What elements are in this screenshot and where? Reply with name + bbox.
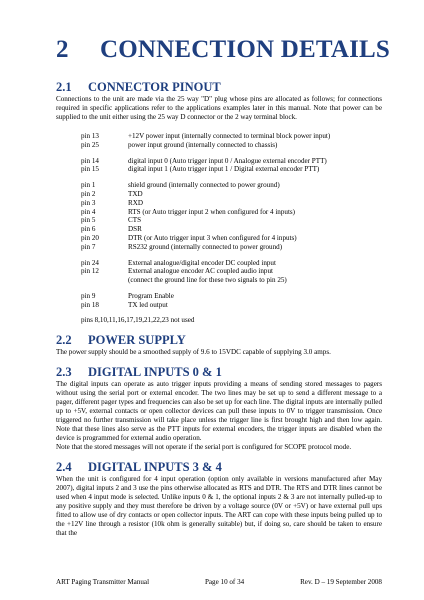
pin-group-gap [56,150,382,157]
pin-description: DTR (or Auto trigger input 3 when configured for 4 inputs) [128,233,297,242]
pin-row [56,276,382,285]
pin-row [56,181,382,190]
pin-description: RXD [128,198,143,207]
unused-pins-row [56,316,382,325]
pin-row [56,234,382,243]
pin-number: pin 4 [81,207,96,216]
chapter-title: CONNECTION DETAILS [100,36,391,63]
pin-description: TX led output [128,300,168,309]
pin-row [56,259,382,268]
pin-number: pin 9 [81,291,96,300]
pin-number: pin 2 [81,189,96,198]
pin-row [56,225,382,234]
pin-row [56,132,382,141]
pin-description: RTS (or Auto trigger input 2 when configured for 4 inputs) [128,207,296,216]
pin-number: pin 25 [81,140,99,149]
pin-table [56,132,382,310]
pin-description: CTS [128,216,142,225]
pin-row [56,243,382,252]
section-number: 2.1 [56,80,72,94]
digital-inputs-3-4-text: When the unit is configured for 4 input operation (option only available in versions manufactured after May 2007), digital inputs 2 and 3 use the pins otherwise allocated as RTS and DTR. The RTS and DTR lines cannot be used when 4 input mode is selected. Unlike inputs 0 & 1, the optional inputs 2 & 3 are not internally pulled-up to any positive supply and they must therefore be driven by a voltage source (0V or +5V) or have external pull ups fitted to allow use of dry contacts or open collector inputs. The ART can cope with these inputs being pulled up to the +12V line through a resistor (10k ohm is generally suitable) but, if doing so, care should be taken to ensure that the [56,475,382,538]
pin-number: pin 15 [81,165,99,174]
chapter-number: 2 [56,36,69,63]
unused-pins-text: pins 8,10,11,16,17,19,21,22,23 not used [81,315,195,324]
pin-number: pin 12 [81,267,99,276]
pin-description: External analogue/digital encoder DC coupled input [128,258,276,267]
pin-row [56,141,382,150]
pin-description: shield ground (internally connected to power ground) [128,181,280,190]
pin-group-gap [56,174,382,181]
pin-number: pin 7 [81,242,96,251]
pin-number: pin 14 [81,156,99,165]
pin-number: pin 20 [81,233,99,242]
footer-revision: Rev. D – 19 September 2008 [300,578,382,586]
pin-row [56,216,382,225]
section-title: POWER SUPPLY [88,333,186,348]
pin-row [56,190,382,199]
pin-description: Program Enable [128,291,174,300]
pin-description: External analogue encoder AC coupled audio input [128,267,273,276]
pin-row [56,267,382,276]
pin-description: +12V power input (internally connected to terminal block power input) [128,132,331,140]
section-title: DIGITAL INPUTS 3 & 4 [88,460,222,475]
pin-row [56,301,382,310]
pin-group-gap [56,285,382,292]
pin-row [56,165,382,174]
section-heading-connector-pinout [56,80,382,95]
pin-row [56,157,382,166]
footer-manual-title: ART Paging Transmitter Manual [56,578,150,586]
power-supply-text: The power supply should be a smoothed supply of 9.6 to 15VDC capable of supplying 3.0 amps. [56,348,331,357]
pin-description: digital input 0 (Auto trigger input 0 / Analogue external encoder PTT) [128,156,327,165]
pin-description: (connect the ground line for these two signals to pin 25) [128,276,287,285]
pin-description: power input ground (internally connected to chassis) [128,140,278,149]
pin-number: pin 13 [81,132,99,140]
chapter-heading [56,36,391,64]
pin-description: RS232 ground (internally connected to power ground) [128,242,283,251]
pin-description: digital input 1 (Auto trigger input 1 / Digital external encoder PTT) [128,165,320,174]
section-heading-digital-inputs-0-1 [56,365,382,380]
section-heading-digital-inputs-3-4 [56,460,382,475]
pin-row [56,292,382,301]
pin-number: pin 24 [81,258,99,267]
pin-number: pin 3 [81,198,96,207]
section-title: DIGITAL INPUTS 0 & 1 [88,365,222,380]
section-title: CONNECTOR PINOUT [88,80,221,94]
pin-description: DSR [128,225,142,234]
pin-number: pin 1 [81,181,96,190]
section-number: 2.3 [56,365,72,380]
footer-page-number: Page 10 of 34 [204,578,245,586]
section-number: 2.2 [56,333,72,348]
pin-number: pin 5 [81,216,96,225]
pin-number: pin 18 [81,300,99,309]
pin-row [56,199,382,208]
section-number: 2.4 [56,460,72,475]
pin-description: TXD [128,189,143,198]
pin-group-gap [56,252,382,259]
digital-inputs-0-1-text: The digital inputs can operate as auto trigger inputs providing a means of sending stored messages to pagers without using the serial port or external encoder. The two lines may be set up to send a different message to a pager, different pager types and frequencies can also be set up for each line. The digital inputs are internally pulled up to +5V, external contacts or open collector devices can pull these inputs to 0V to trigger transmission. Once triggered no further transmission will take place unless the trigger line is first brought high and then low again. Note that these lines also serve as the PTT inputs for external encoders, the trigger inputs are disabled when the device is programmed for external audio operation. [56,380,382,443]
pin-number [56,276,128,285]
connector-pinout-intro: Connections to the unit are made via the 25 way "D" plug whose pins are allocated as follows; for connections required in specific applications refer to the applications examples later in this manual. Note that power can be supplied to the unit either using the 25 way D connector or the 2 way terminal block. [56,95,382,121]
page-content [56,36,391,538]
pin-number: pin 6 [81,225,96,234]
page-footer [56,578,382,586]
digital-inputs-0-1-note: Note that the stored messages will not operate if the serial port is configured for SCOPE protocol mode. [56,443,352,452]
pin-row [56,208,382,217]
section-heading-power-supply [56,333,382,348]
